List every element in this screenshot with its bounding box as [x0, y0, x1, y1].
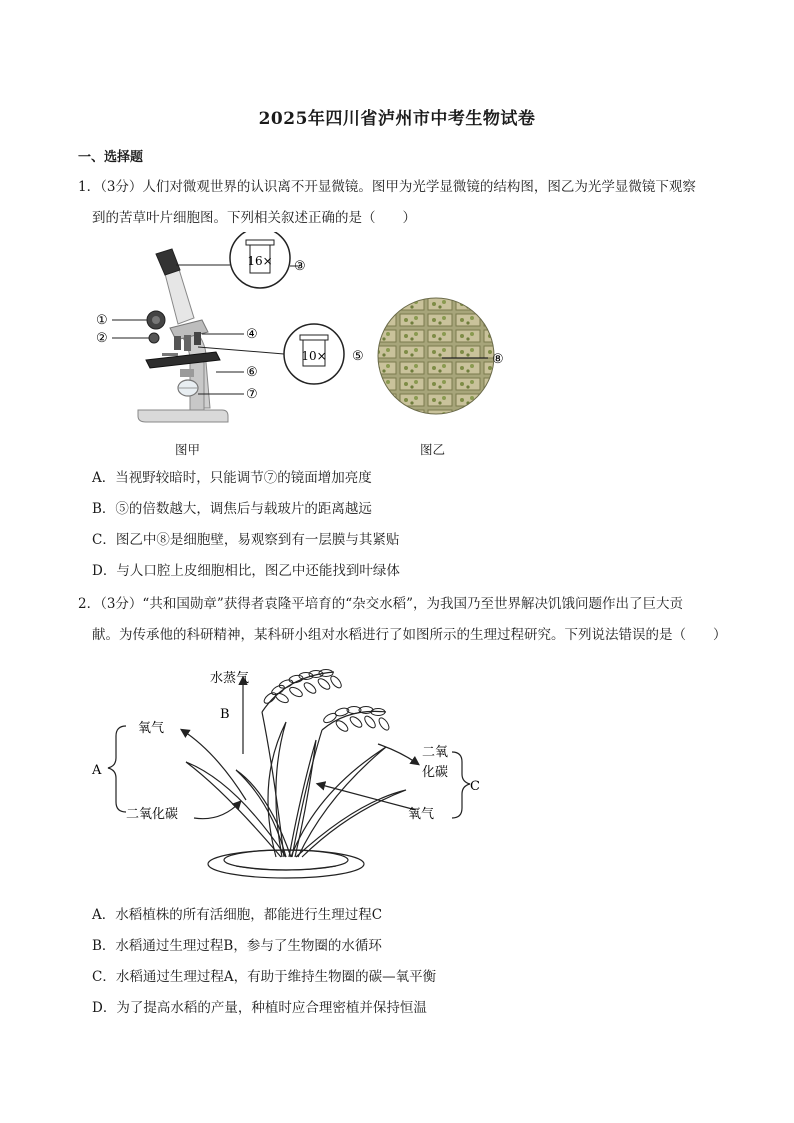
eyepiece-magnification: 16×	[247, 254, 273, 268]
microscope-figure	[90, 232, 520, 462]
question-2-stem-line-1: 2．（3分）“共和国勋章”获得者袁隆平培育的“杂交水稻”，为我国乃至世界解决饥饿问题作出了巨大贡	[78, 596, 684, 612]
exam-title: 2025年四川省泸州市中考生物试卷	[258, 109, 536, 129]
rice-plant-illustration	[186, 670, 406, 879]
objective-inset	[198, 324, 344, 384]
water-vapor-label: 水蒸气	[210, 671, 250, 686]
figure-b-caption: 图乙	[420, 442, 446, 457]
label-5: ⑤	[352, 349, 364, 364]
question-2-option-c: C．水稻通过生理过程A，有助于维持生物圈的碳—氧平衡	[92, 969, 437, 985]
co2-right-label-line-2: 化碳	[422, 765, 449, 780]
co2-left-label: 二氧化碳	[126, 807, 179, 822]
question-2-stem-line-2: 献。为传承他的科研精神，某科研小组对水稻进行了如图所示的生理过程研究。下列说法错误的是（ ）	[92, 627, 727, 643]
question-2-option-a: A．水稻植株的所有活细胞，都能进行生理过程C	[92, 907, 383, 923]
label-3: ③	[294, 259, 306, 274]
objective-magnification: 10×	[301, 349, 327, 363]
label-6: ⑥	[246, 365, 258, 380]
label-4: ④	[246, 327, 258, 342]
question-1-stem-line-2: 到的苦草叶片细胞图。下列相关叙述正确的是（ ）	[92, 210, 416, 226]
eyepiece-inset	[176, 232, 300, 288]
question-1-option-d: D．与人口腔上皮细胞相比，图乙中还能找到叶绿体	[92, 563, 400, 579]
question-1-option-c: C．图乙中⑧是细胞壁，易观察到有一层膜与其紧贴	[92, 532, 400, 548]
question-1-option-b: B．⑤的倍数越大，调焦后与载玻片的距离越远	[92, 501, 372, 517]
process-b-label: B	[220, 707, 230, 722]
section-heading: 一、选择题	[78, 150, 144, 165]
question-2-option-d: D．为了提高水稻的产量，种植时应合理密植并保持恒温	[92, 1000, 427, 1016]
label-1: ①	[96, 313, 108, 328]
process-a-label: A	[92, 763, 102, 778]
rice-plant-figure	[86, 652, 506, 892]
figure-a-caption: 图甲	[175, 442, 201, 457]
question-2-option-b: B．水稻通过生理过程B，参与了生物圈的水循环	[92, 938, 382, 954]
oxygen-right-label: 氧气	[408, 807, 435, 822]
microscope-illustration	[138, 249, 228, 422]
question-1-stem-line-1: 1．（3分）人们对微观世界的认识离不开显微镜。图甲为光学显微镜的结构图，图乙为光学显微镜下观察	[78, 179, 696, 195]
oxygen-left-label: 氧气	[138, 721, 165, 736]
process-c-label: C	[470, 779, 480, 794]
label-2: ②	[96, 331, 108, 346]
question-1-option-a: A．当视野较暗时，只能调节⑦的镜面增加亮度	[92, 470, 372, 486]
co2-right-label-line-1: 二氧	[422, 745, 449, 760]
leaf-cell-micrograph	[378, 298, 494, 414]
label-7: ⑦	[246, 387, 258, 402]
label-8: ⑧	[492, 352, 504, 367]
